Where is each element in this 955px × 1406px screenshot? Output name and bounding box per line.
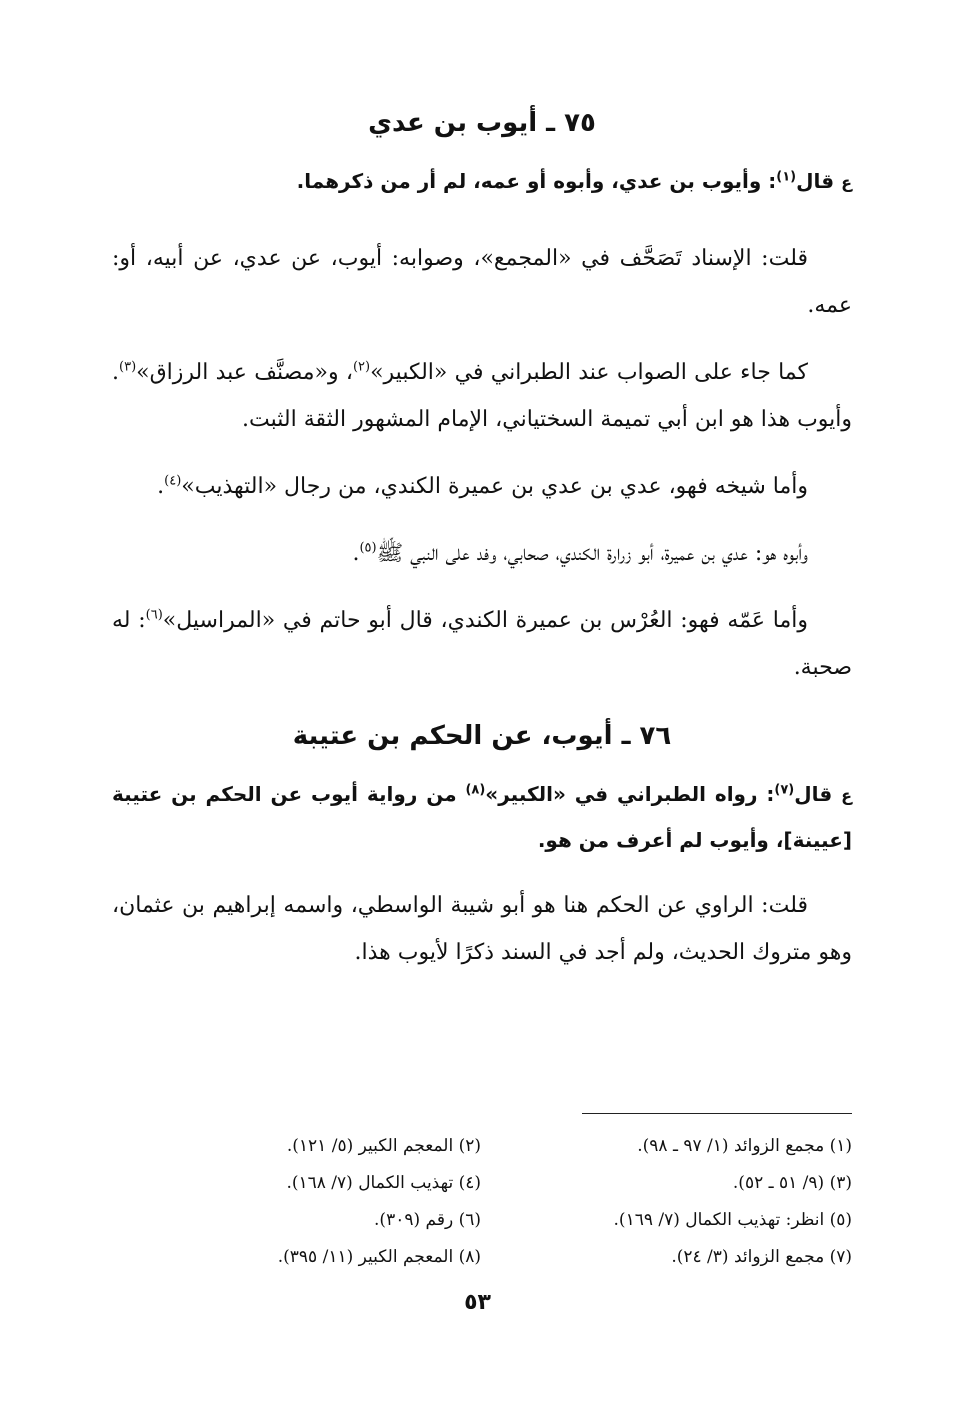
quote-lead: قال bbox=[796, 169, 835, 194]
entry-76-title: ٧٦ ـ أيوب، عن الحكم بن عتيبة bbox=[292, 721, 672, 752]
paragraph-4-part-b: . bbox=[352, 541, 360, 567]
quote-text-part-b: من رواية أيوب عن الحكم بن عتيبة [عيينة]، وأيوب لم أعرف من هو. bbox=[112, 782, 852, 853]
footnote-ref-6: (٦) bbox=[145, 607, 163, 623]
footnote-ref-5: (٥) bbox=[359, 540, 377, 556]
footnote-3: (٣) (٩/ ٥١ ـ ٥٢). bbox=[732, 1173, 852, 1193]
entry-75-paragraph-5 bbox=[112, 597, 852, 691]
footnote-1: (١) مجمع الزوائد (١/ ٩٧ ـ ٩٨). bbox=[637, 1136, 852, 1156]
entry-75-paragraph-3 bbox=[112, 463, 852, 510]
footnote-6: (٦) رقم (٣٠٩). bbox=[374, 1210, 481, 1230]
footnote-ref-4: (٤) bbox=[164, 473, 182, 489]
entry-75-paragraph-1: قلت: الإسناد تَصَحَّف في «المجمع»، وصوابه: أيوب، عن عدي، عن أبيه، أو: عمه. bbox=[112, 246, 852, 319]
entry-76-quote bbox=[112, 772, 852, 862]
paragraph-2-part-a: كما جاء على الصواب عند الطبراني في «الكبير» bbox=[370, 360, 808, 386]
footnote-4: (٤) تهذيب الكمال (٧/ ١٦٨). bbox=[286, 1173, 481, 1193]
footnote-8: (٨) المعجم الكبير (١١/ ٣٩٥). bbox=[277, 1247, 481, 1267]
paragraph-5-part-b: : له صحبة. bbox=[112, 608, 852, 681]
paragraph-5-part-a: وأما عَمّه فهو: العُرْس بن عميرة الكندي، قال أبو حاتم في «المراسيل» bbox=[162, 608, 808, 634]
quote-marker: ع bbox=[841, 173, 852, 193]
footnote-ref-3: (٣) bbox=[119, 359, 137, 375]
paragraph-3-part-a: وأما شيخه فهو، عدي بن عدي بن عميرة الكندي، من رجال «التهذيب» bbox=[181, 474, 808, 500]
page-body bbox=[112, 108, 852, 976]
footnote-ref-1: (١) bbox=[776, 169, 797, 185]
entry-76-paragraph-1: قلت: الراوي عن الحكم هنا هو أبو شيبة الواسطي، واسمه إبراهيم بن عثمان، وهو متروك الحديث، ولم أجد في السند ذكرًا لأيوب هذا. bbox=[112, 893, 852, 966]
quote-text-part-a: : رواه الطبراني في «الكبير» bbox=[485, 782, 775, 807]
footnote-5: (٥) انظر: تهذيب الكمال (٧/ ١٦٩). bbox=[613, 1210, 852, 1230]
footnote-ref-8: (٨) bbox=[465, 782, 486, 798]
footnote-7: (٧) مجمع الزوائد (٣/ ٢٤). bbox=[671, 1247, 852, 1267]
footnote-ref-7: (٧) bbox=[774, 782, 795, 798]
footnote-divider bbox=[582, 1113, 852, 1114]
entry-75-quote bbox=[112, 159, 852, 205]
quote-marker: ع bbox=[841, 786, 852, 806]
paragraph-2-part-c: . وأيوب هذا هو ابن أبي تميمة السختياني، الإمام المشهور الثقة الثبت. bbox=[112, 360, 852, 433]
quote-text: : وأيوب بن عدي، وأبوه أو عمه، لم أر من ذكرهما. bbox=[296, 169, 777, 194]
footnote-2: (٢) المعجم الكبير (٥/ ١٢١). bbox=[286, 1136, 481, 1156]
paragraph-3-part-b: . bbox=[157, 474, 165, 500]
paragraph-4-part-a: وأبوه هو: عدي بن عميرة، أبو زرارة الكندي، صحابي، وفد على النبي ﷺ bbox=[376, 541, 808, 567]
quote-lead: قال bbox=[794, 782, 833, 807]
paragraph-2-part-b: ، و«مصنَّف عبد الرزاق» bbox=[136, 360, 353, 386]
entry-75-title: ٧٥ ـ أيوب بن عدي bbox=[368, 108, 596, 138]
entry-75-paragraph-2 bbox=[112, 349, 852, 443]
entry-75-paragraph-4 bbox=[112, 530, 852, 577]
footnotes bbox=[150, 1128, 852, 1276]
footnote-ref-2: (٢) bbox=[352, 359, 371, 375]
page-number: ٥٣ bbox=[464, 1290, 491, 1315]
